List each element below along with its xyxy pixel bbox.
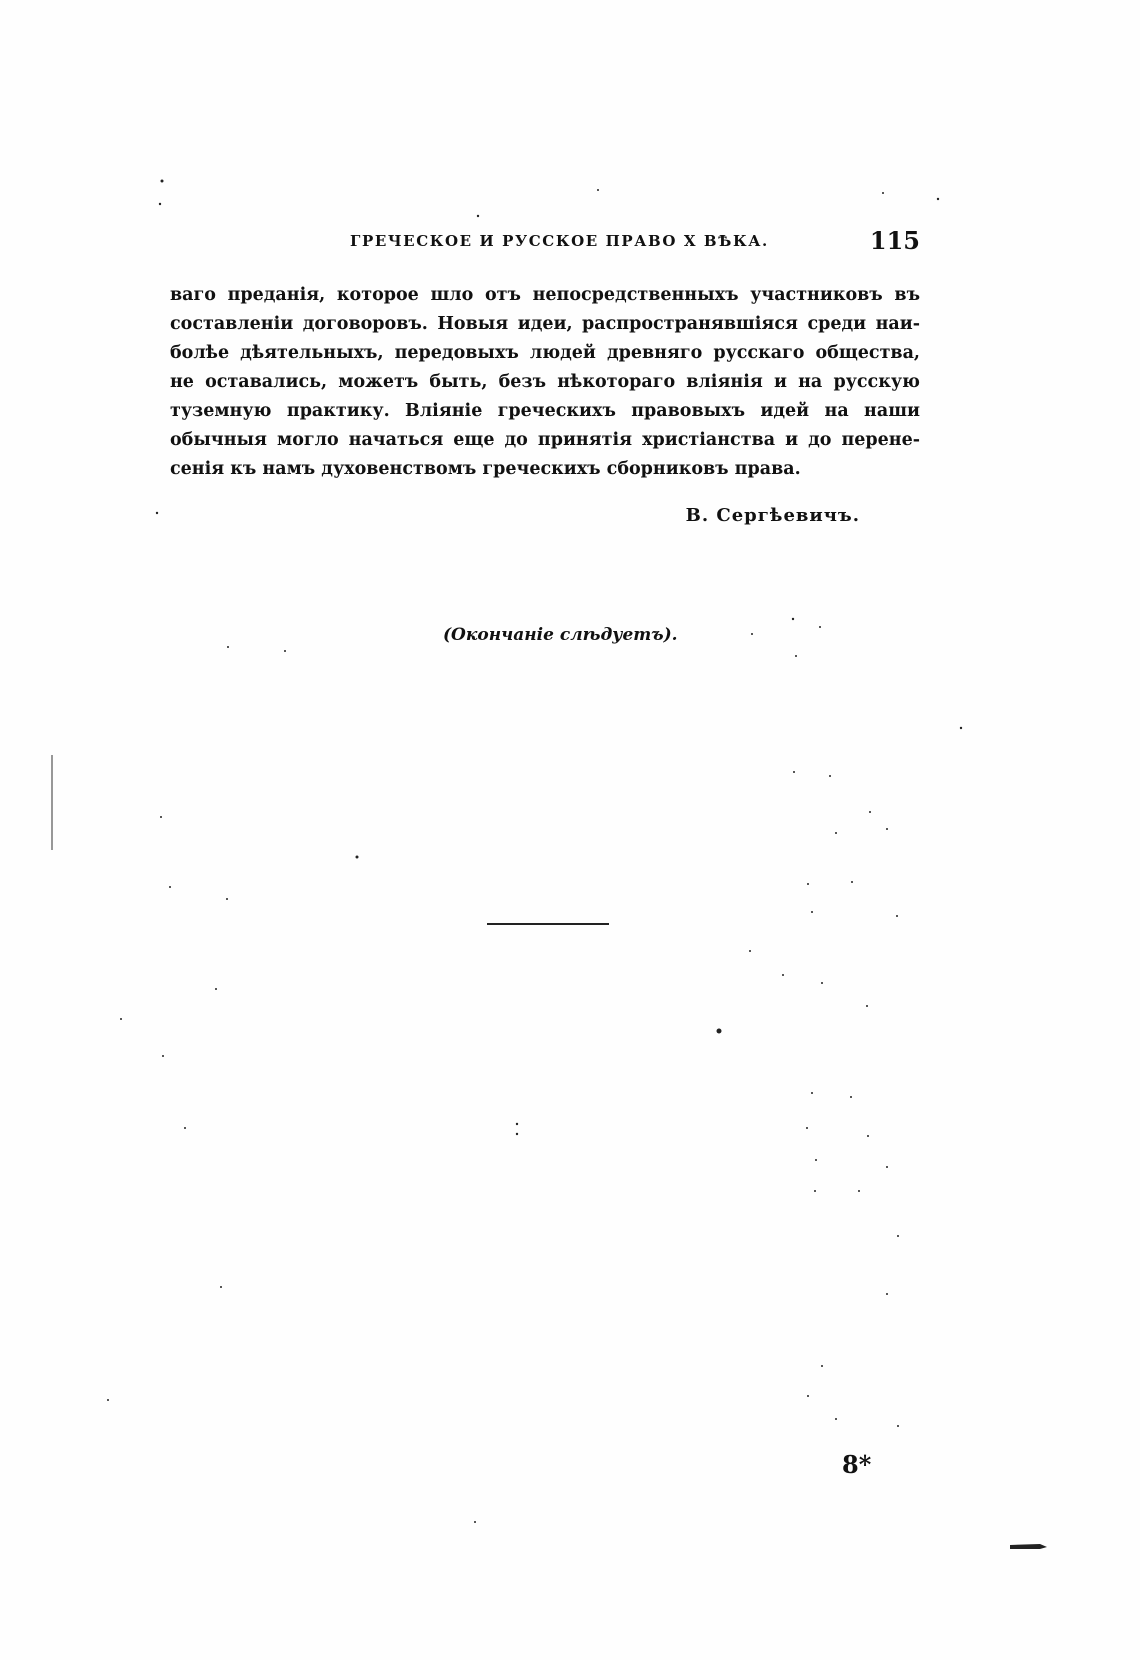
text-line: составленіи договоровъ. Новыя идеи, распространявшіяся среди наи- <box>170 314 920 334</box>
text-line: туземную практику. Вліяніе греческихъ правовыхъ идей на наши <box>170 401 920 421</box>
running-head <box>170 228 920 258</box>
text-line: ваго преданія, которое шло отъ непосредственныхъ участниковъ въ <box>170 285 920 305</box>
page-number: 115 <box>869 226 920 255</box>
text-line: болѣе дѣятельныхъ, передовыхъ людей древняго русскаго общества, <box>170 343 920 363</box>
text-line: не оставались, можетъ быть, безъ нѣкотораго вліянія и на русскую <box>170 372 920 392</box>
text-line: сенія къ намъ духовенствомъ греческихъ сборниковъ права. <box>170 459 801 479</box>
running-title: ГРЕЧЕСКОЕ И РУССКОЕ ПРАВО X ВѢКА. <box>350 232 769 250</box>
text-line: обычныя могло начаться еще до принятія христіанства и до перене- <box>170 430 920 450</box>
continuation-note: (Окончаніе слѣдуетъ). <box>443 625 678 645</box>
author-signature: В. Сергѣевичъ. <box>685 505 860 526</box>
body-paragraph <box>170 281 920 484</box>
printer-signature-mark: 8* <box>842 1450 872 1479</box>
section-rule <box>487 923 609 925</box>
